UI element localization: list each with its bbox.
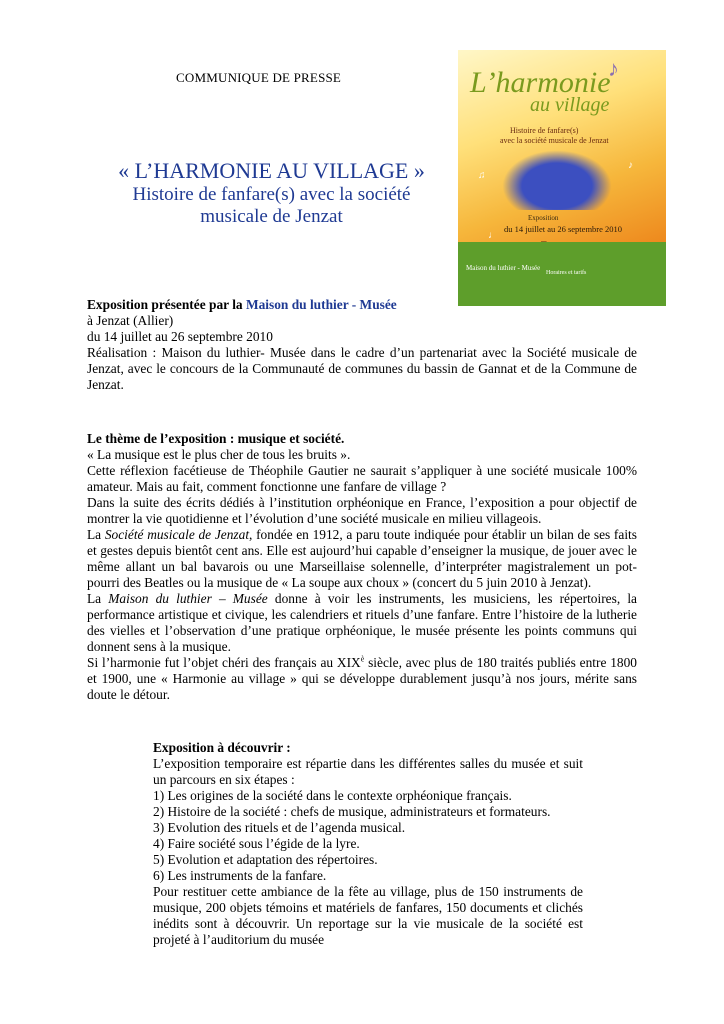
- title-subtitle-line2: musicale de Jenzat: [200, 206, 343, 227]
- poster-title-line2: au village: [530, 94, 610, 116]
- intro-place: à Jenzat (Allier): [87, 313, 174, 328]
- discover-outro: Pour restituer cette ambiance de la fête au village, plus de 150 instruments de musique, 200 objets témoins et matériels de fanfares, 150 documents et clichés inédits sont à découvrir. Un reportage sur la vie musicale de la société est projeté à l’auditorium du musée: [153, 884, 583, 947]
- music-note-icon: ♫: [478, 170, 486, 181]
- presented-by-line: [87, 297, 637, 313]
- exhibition-poster: [458, 50, 666, 306]
- p5-rest: siècle, avec plus de 180 traités publiés entre 1800 et 1900, une « Harmonie au village » qui se développe durablement jusqu’à nos jours, mérite sans doute le détour.: [87, 655, 637, 702]
- p4-prefix: La: [87, 591, 109, 606]
- title-main: « L’HARMONIE AU VILLAGE »: [118, 158, 425, 183]
- poster-subtitle-line2: avec la société musicale de Jenzat: [500, 136, 609, 145]
- p5-prefix: Si l’harmonie fut l’objet chéri des français au XIX: [87, 655, 361, 670]
- society-name: Société musicale de Jenzat: [104, 527, 250, 542]
- discover-step: 6) Les instruments de la fanfare.: [153, 868, 327, 883]
- theme-paragraph-3: [87, 527, 637, 591]
- discover-step: 1) Les origines de la société dans le contexte orphéonique français.: [153, 788, 512, 803]
- theme-paragraph-2: Dans la suite des écrits dédiés à l’institution orphéonique en France, l’exposition a pour objectif de montrer la vie quotidienne et l’évolution d’une société musicale en milieu villageois.: [87, 495, 637, 526]
- music-note-icon: ♩: [488, 230, 498, 241]
- theme-paragraph-5: [87, 655, 637, 703]
- discover-section: [153, 740, 583, 948]
- p3-prefix: La: [87, 527, 105, 542]
- intro-realisation: Réalisation : Maison du luthier- Musée dans le cadre d’un partenariat avec la Société musicale de Jenzat, avec le concours de la Communauté de communes du bassin de Gannat et de la Commune de Jenzat.: [87, 345, 637, 392]
- discover-step: 4) Faire société sous l’égide de la lyre.: [153, 836, 360, 851]
- poster-musicians-illustration: [502, 150, 612, 210]
- p3-rest: , fondée en 1912, a paru toute indiquée pour établir un bilan de ses faits et gestes depuis bientôt cent ans. Elle est aujourd’hui capable d’enseigner la musique, de jouer avec le même allant un bal bavarois ou une Marseillaise solennelle, d’interpréter magistralement un pot-pourri des Beatles ou la musique de « La soupe aux choux » (concert du 5 juin 2010 à Jenzat).: [87, 527, 637, 590]
- intro-dates: du 14 juillet au 26 septembre 2010: [87, 329, 273, 344]
- discover-heading: Exposition à découvrir :: [153, 740, 291, 755]
- poster-extra-text: Horaires et tarifs: [546, 270, 587, 276]
- discover-intro: L’exposition temporaire est répartie dans les différentes salles du musée et suit un parcours en six étapes :: [153, 756, 583, 787]
- discover-step: 2) Histoire de la société : chefs de musique, administrateurs et formateurs.: [153, 804, 551, 819]
- presented-by-label: Exposition présentée par la: [87, 297, 246, 312]
- document-title: [84, 158, 459, 228]
- poster-museum-label: Maison du luthier - Musée: [466, 264, 541, 272]
- theme-quote: « La musique est le plus cher de tous les bruits ».: [87, 447, 351, 462]
- poster-exposition-label: Exposition: [528, 214, 559, 222]
- theme-section: [87, 431, 637, 703]
- poster-subtitle-line1: Histoire de fanfare(s): [510, 126, 579, 135]
- theme-heading: Le thème de l’exposition : musique et société.: [87, 431, 345, 446]
- museum-italic-name: Maison du luthier – Musée: [108, 591, 268, 606]
- theme-paragraph-4: [87, 591, 637, 655]
- press-release-kicker: COMMUNIQUE DE PRESSE: [176, 70, 342, 85]
- poster-title-line1: L’harmonie: [470, 66, 611, 99]
- music-note-icon: ♪: [628, 160, 633, 171]
- title-subtitle-line1: Histoire de fanfare(s) avec la société: [132, 184, 411, 205]
- century-suffix: è: [360, 654, 365, 664]
- intro-section: [87, 297, 637, 393]
- discover-step: 3) Evolution des rituels et de l’agenda musical.: [153, 820, 406, 835]
- museum-name: Maison du luthier - Musée: [245, 297, 397, 312]
- lyre-icon: ♪: [608, 56, 619, 81]
- discover-step: 5) Evolution et adaptation des répertoires.: [153, 852, 378, 867]
- theme-paragraph-1: Cette réflexion facétieuse de Théophile Gautier ne saurait s’appliquer à une société musicale 100% amateur. Mais au fait, comment fonctionne une fanfare de village ?: [87, 463, 637, 494]
- p4-rest: donne à voir les instruments, les musiciens, les répertoires, la performance artistique et civique, les calendriers et rituels d’une fanfare. Entre l’histoire de la lutherie des vielles et l’observation d’une pratique orphéonique, le musée présente les points communs qui donnent sens à la musique.: [87, 591, 637, 654]
- poster-dates: du 14 juillet au 26 septembre 2010: [504, 224, 623, 234]
